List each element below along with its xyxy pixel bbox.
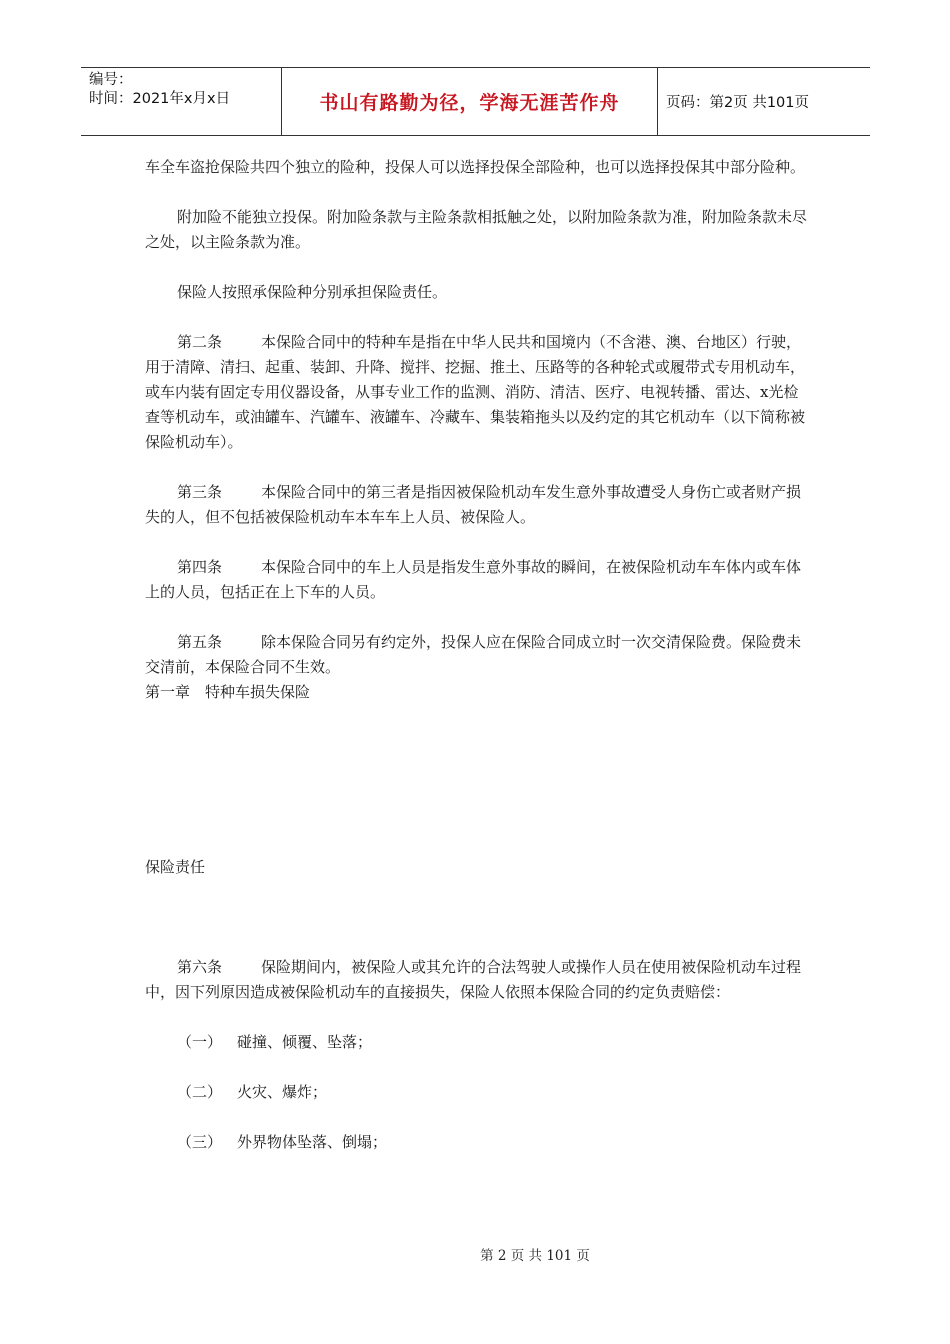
- list-item-text: 碰撞、倾覆、坠落；: [237, 1033, 373, 1051]
- page-header: [81, 67, 870, 136]
- list-item-number: （二）: [177, 1083, 223, 1101]
- paragraph-liability: 保险人按照承保险种分别承担保险责任。: [177, 283, 448, 301]
- list-item-text: 火灾、爆炸；: [237, 1083, 328, 1101]
- list-item: [145, 1080, 807, 1105]
- article-5-text: 除本保险合同另有约定外，投保人应在保险合同成立时一次交清保险费。保险费未交清前，本保险合同不生效。: [145, 633, 802, 676]
- list-item-number: （三）: [177, 1133, 223, 1151]
- article-3: [145, 480, 807, 530]
- header-meta: [81, 68, 281, 135]
- chapter-heading: 第一章 特种车损失保险: [145, 683, 311, 701]
- list-item-text: 外界物体坠落、倒塌；: [237, 1133, 388, 1151]
- list-item: [145, 1130, 807, 1155]
- paragraph-insurance-types: 车全车盗抢保险共四个独立的险种，投保人可以选择投保全部险种，也可以选择投保其中部分险种。: [145, 158, 806, 176]
- list-item-number: （一）: [177, 1033, 223, 1051]
- article-2-text: 本保险合同中的特种车是指在中华人民共和国境内（不含港、澳、台地区）行驶，用于清障、清扫、起重、装卸、升降、搅拌、挖掘、推土、压路等的各种轮式或履带式专用机动车，或车内装有固定专用仪器设备，从事专业工作的监测、消防、清洁、医疗、电视转播、雷达、x光检查等机动车，或油罐车、汽罐车、液罐车、冷藏车、集装箱拖头以及约定的其它机动车（以下简称被保险机动车）。: [145, 333, 806, 451]
- article-5-label: 第五条: [177, 633, 223, 651]
- page-footer: 第 2 页 共 101 页: [480, 1248, 590, 1264]
- list-item: [145, 1030, 807, 1055]
- article-4: [145, 555, 807, 605]
- document-body: [145, 155, 807, 1155]
- paragraph-additional-insurance: 附加险不能独立投保。附加险条款与主险条款相抵触之处，以附加险条款为准，附加险条款未尽之处，以主险条款为准。: [145, 208, 808, 251]
- section-heading: 保险责任: [145, 858, 206, 876]
- article-3-label: 第三条: [177, 483, 223, 501]
- article-2: [145, 330, 807, 455]
- article-5: [145, 630, 807, 680]
- article-4-label: 第四条: [177, 558, 223, 576]
- document-date: 时间：2021年x月x日: [89, 91, 231, 107]
- article-6-text: 保险期间内，被保险人或其允许的合法驾驶人或操作人员在使用被保险机动车过程中，因下列原因造成被保险机动车的直接损失，保险人依照本保险合同的约定负责赔偿：: [145, 958, 802, 1001]
- article-6: [145, 955, 807, 1005]
- article-6-label: 第六条: [177, 958, 223, 976]
- header-motto: 书山有路勤为径，学海无涯苦作舟: [281, 68, 658, 135]
- article-2-label: 第二条: [177, 333, 223, 351]
- article-4-text: 本保险合同中的车上人员是指发生意外事故的瞬间，在被保险机动车车体内或车体上的人员，包括正在上下车的人员。: [145, 558, 802, 601]
- document-number-label: 编号：: [89, 72, 133, 88]
- header-page-info: 页码：第2页 共101页: [666, 95, 810, 111]
- article-3-text: 本保险合同中的第三者是指因被保险机动车发生意外事故遭受人身伤亡或者财产损失的人，但不包括被保险机动车本车车上人员、被保险人。: [145, 483, 802, 526]
